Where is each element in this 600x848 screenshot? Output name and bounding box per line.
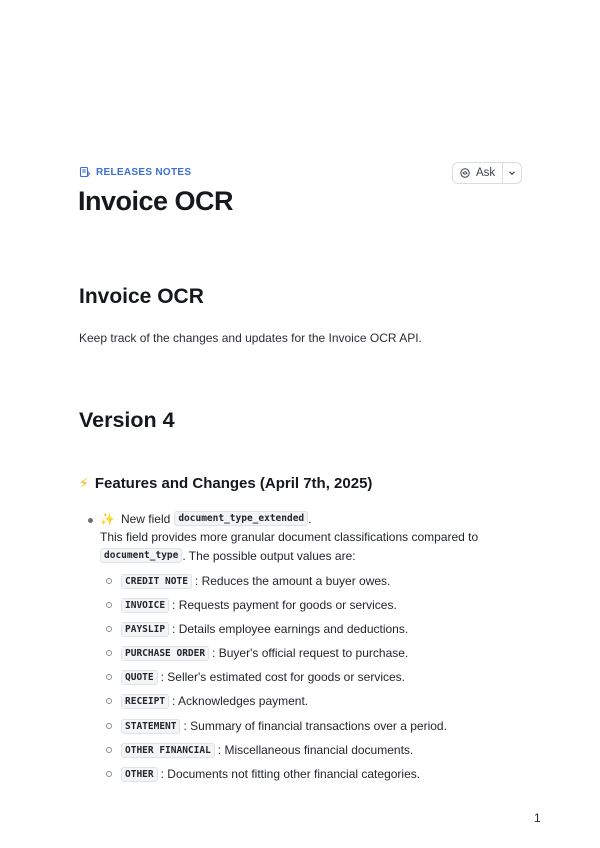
list-bullet <box>88 518 93 523</box>
value-description: : Miscellaneous financial documents. <box>217 743 414 757</box>
breadcrumb[interactable] <box>79 166 191 178</box>
list-bullet <box>106 650 112 656</box>
new-field-description: This field provides more granular document classifications compared to <box>100 530 479 544</box>
new-field-suffix: . <box>308 511 312 526</box>
value-description: : Documents not fitting other financial categories. <box>160 767 421 781</box>
value-code: OTHER FINANCIAL <box>121 743 215 758</box>
page-title: Invoice OCR <box>78 186 234 216</box>
intro-text: Keep track of the changes and updates for the Invoice OCR API. <box>79 331 422 345</box>
value-code: RECEIPT <box>121 694 169 709</box>
new-field-prefix: New field <box>120 511 171 526</box>
features-heading-text: Features and Changes (April 7th, 2025) <box>94 475 373 492</box>
new-field-line <box>100 511 312 526</box>
list-bullet <box>106 602 112 608</box>
compare-field-code: document_type <box>100 548 182 563</box>
value-code: STATEMENT <box>121 719 180 734</box>
value-code: OTHER <box>121 767 158 782</box>
list-item <box>106 765 420 783</box>
list-bullet <box>106 578 112 584</box>
list-bullet <box>106 674 112 680</box>
value-description: : Reduces the amount a buyer owes. <box>194 574 391 588</box>
value-description: : Summary of financial transactions over a period. <box>183 719 447 733</box>
list-item <box>106 572 390 590</box>
list-item <box>106 741 413 759</box>
list-item <box>106 596 397 614</box>
value-code: PAYSLIP <box>121 622 169 637</box>
section-title: Invoice OCR <box>79 285 204 308</box>
values-intro: . The possible output values are: <box>182 548 356 563</box>
release-notes-icon <box>79 166 91 178</box>
value-code: PURCHASE ORDER <box>121 646 209 661</box>
value-code: QUOTE <box>121 670 158 685</box>
value-code: INVOICE <box>121 598 169 613</box>
list-bullet <box>106 771 112 777</box>
lightning-icon: ⚡ <box>79 475 89 491</box>
ask-button[interactable] <box>453 163 503 183</box>
values-intro-line <box>100 548 356 563</box>
list-bullet <box>106 747 112 753</box>
value-description: : Details employee earnings and deductions. <box>172 622 409 636</box>
page-number: 1 <box>534 811 541 825</box>
features-heading <box>79 475 372 492</box>
list-item <box>106 644 408 662</box>
value-description: : Buyer's official request to purchase. <box>212 646 409 660</box>
ask-button-label: Ask <box>476 167 496 179</box>
list-bullet <box>106 698 112 704</box>
value-description: : Acknowledges payment. <box>172 694 309 708</box>
ai-sparkle-icon <box>459 167 471 179</box>
value-description: : Requests payment for goods or services. <box>172 598 397 612</box>
value-description: : Seller's estimated cost for goods or services. <box>160 670 405 684</box>
list-item <box>106 717 447 735</box>
value-code: CREDIT NOTE <box>121 574 192 589</box>
list-bullet <box>106 626 112 632</box>
version-heading: Version 4 <box>79 408 175 432</box>
ask-button-group <box>452 162 522 184</box>
chevron-down-icon <box>507 168 517 178</box>
ask-dropdown-toggle[interactable] <box>503 163 521 183</box>
breadcrumb-label: RELEASES NOTES <box>96 166 192 178</box>
field-name-code: document_type_extended <box>174 511 308 526</box>
list-item <box>106 668 405 686</box>
list-item <box>106 620 408 638</box>
list-item <box>106 692 308 710</box>
list-bullet <box>106 723 112 729</box>
sparkles-icon: ✨ <box>100 511 115 526</box>
